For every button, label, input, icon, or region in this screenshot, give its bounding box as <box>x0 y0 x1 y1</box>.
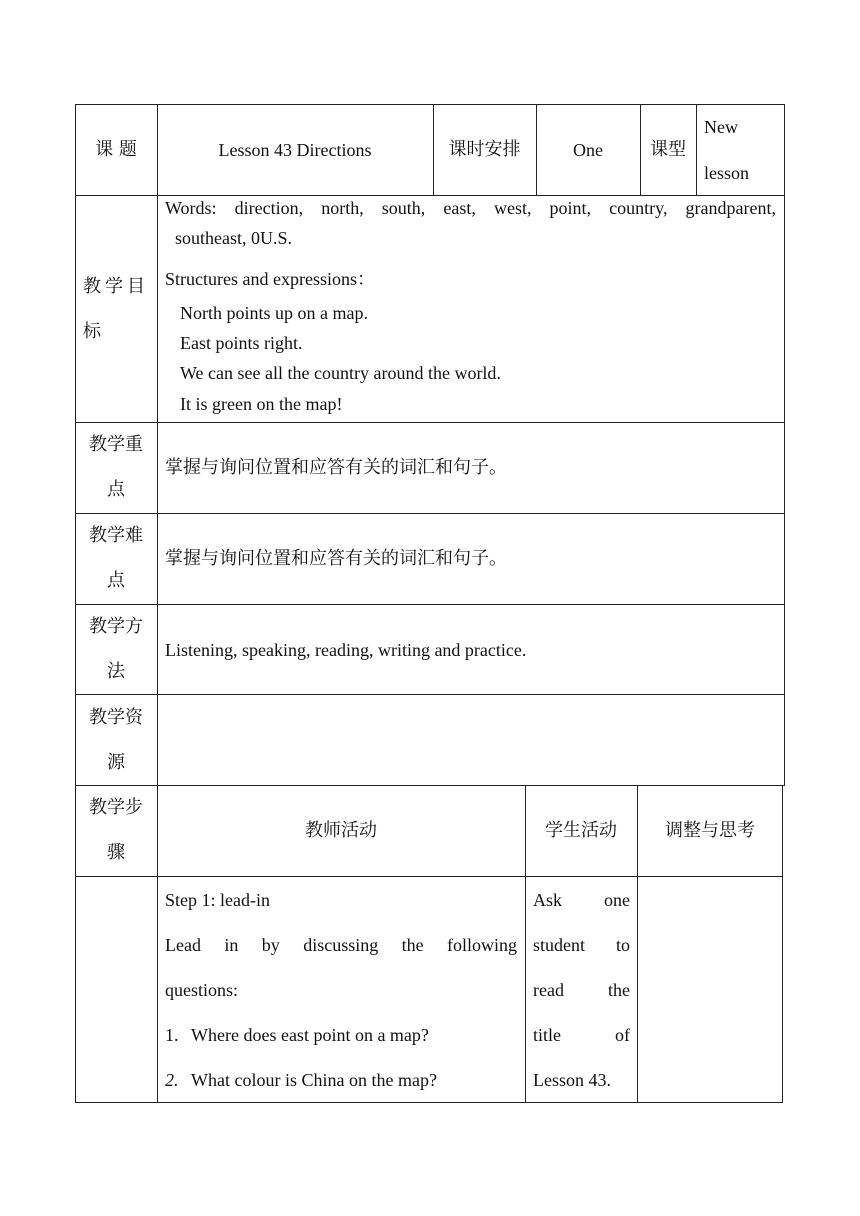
student-activity-header: 学生活动 <box>545 820 617 841</box>
row-border <box>75 876 783 877</box>
methods-label-line1: 教学方 <box>89 616 143 637</box>
difficult-points-label-line2: 点 <box>107 570 125 591</box>
student-activity-line: read the <box>533 980 630 1000</box>
objective-sentence: East points right. <box>180 333 303 353</box>
objectives-label-line2: 标 <box>83 321 101 342</box>
type-value-line1: New <box>704 117 738 137</box>
row-border <box>75 195 785 196</box>
step1-question: What colour is China on the map? <box>191 1070 437 1090</box>
step1-intro-line1: Lead in by discussing the following <box>165 935 517 955</box>
col-border <box>784 104 785 786</box>
type-value-line2: lesson <box>704 163 749 183</box>
teacher-activity-header: 教师活动 <box>305 820 377 841</box>
lesson-title: Lesson 43 Directions <box>218 140 372 160</box>
resources-label-line2: 源 <box>107 752 125 773</box>
difficult-points-label-line1: 教学难 <box>89 525 143 546</box>
objectives-label-line1: 教学目 <box>83 276 149 297</box>
schedule-value: One <box>573 140 603 160</box>
student-activity-line: Lesson 43. <box>533 1070 611 1090</box>
reflection-header: 调整与思考 <box>665 820 755 841</box>
structures-heading: Structures and expressions： <box>165 269 375 289</box>
objectives-words-line2: southeast, 0U.S. <box>175 228 292 248</box>
col-border <box>75 104 76 1103</box>
student-activity-line: student to <box>533 935 630 955</box>
step1-title: Step 1: lead-in <box>165 890 270 910</box>
row-border <box>75 694 785 695</box>
difficult-points-content: 掌握与询问位置和应答有关的词汇和句子。 <box>165 548 507 569</box>
col-border <box>157 104 158 1103</box>
key-points-content: 掌握与询问位置和应答有关的词汇和句子。 <box>165 457 507 478</box>
row-border <box>75 604 785 605</box>
step1-question-number: 1. <box>165 1025 179 1045</box>
row-border <box>75 513 785 514</box>
objective-sentence: It is green on the map! <box>180 394 343 414</box>
col-border <box>696 104 697 195</box>
methods-content: Listening, speaking, reading, writing and practice. <box>165 640 527 660</box>
row-border <box>75 785 785 786</box>
methods-label-line2: 法 <box>107 661 125 682</box>
steps-label-line2: 骤 <box>107 842 125 863</box>
step1-intro-line2: questions: <box>165 980 239 1000</box>
student-activity-line: Ask one <box>533 890 630 910</box>
student-activity-line: title of <box>533 1025 630 1045</box>
schedule-label: 课时安排 <box>448 139 521 160</box>
key-points-label-line1: 教学重 <box>89 434 143 455</box>
step1-question-number: 2. <box>165 1070 179 1090</box>
row-border <box>75 1102 783 1103</box>
key-points-label-line2: 点 <box>107 479 125 500</box>
topic-label: 课 题 <box>95 139 137 160</box>
row-border <box>75 422 785 423</box>
row-border <box>75 104 785 105</box>
objective-sentence: North points up on a map. <box>180 303 368 323</box>
steps-label-line1: 教学步 <box>89 797 143 818</box>
objectives-words-line1: Words: direction, north, south, east, west, point, country, grandparent, <box>165 198 776 218</box>
resources-label-line1: 教学资 <box>89 707 143 728</box>
step1-question: Where does east point on a map? <box>191 1025 429 1045</box>
type-label: 课型 <box>650 139 686 160</box>
objective-sentence: We can see all the country around the world. <box>180 363 501 383</box>
